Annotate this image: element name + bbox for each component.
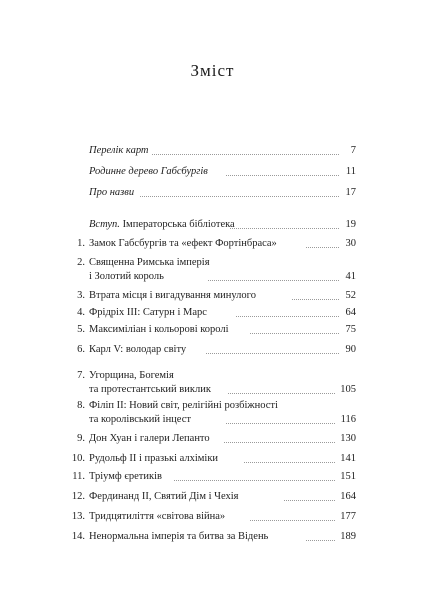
toc-page-number: 151	[340, 471, 356, 482]
chapter-number: 5.	[77, 324, 85, 335]
intro-title: Імператорська бібліотека	[122, 219, 235, 230]
chapter-title: Рудольф II і празькі алхіміки	[89, 453, 219, 464]
leader-dots	[236, 316, 339, 317]
chapter-number: 10.	[71, 453, 85, 464]
intro-prefix: Вступ.	[89, 219, 120, 230]
chapter-title-line-2: і Золотий король	[89, 271, 164, 282]
chapter-title-line-1: Угорщина, Богемія	[89, 370, 174, 381]
chapter-number: 3.	[77, 290, 85, 301]
chapter-number: 9.	[77, 433, 85, 444]
chapter-number: 1.	[77, 238, 85, 249]
chapter-number: 11.	[72, 471, 85, 482]
chapter-title-line-2: та протестантський виклик	[89, 384, 211, 395]
chapter-title-line-2: та королівський інцест	[89, 414, 191, 425]
toc-page-number: 164	[340, 491, 356, 502]
toc-page-number: 105	[340, 384, 356, 395]
leader-dots	[230, 228, 339, 229]
toc-page-number: 189	[340, 531, 356, 542]
toc-page-number: 75	[345, 324, 356, 335]
leader-dots	[226, 175, 339, 176]
page-title: Зміст	[190, 61, 235, 80]
chapter-title-line-1: Священна Римська імперія	[89, 257, 210, 268]
leader-dots	[208, 280, 339, 281]
leader-dots	[292, 299, 339, 300]
chapter-title: Ненормальна імперія та битва за Відень	[89, 531, 269, 542]
leader-dots	[174, 480, 335, 481]
toc-page-number: 41	[345, 271, 356, 282]
chapter-title: Тридцятиліття «світова війна»	[89, 511, 226, 522]
leader-dots	[306, 540, 335, 541]
chapter-title: Фрідріх III: Сатурн і Марс	[89, 307, 207, 318]
leader-dots	[250, 333, 339, 334]
leader-dots	[244, 462, 335, 463]
toc-entry-title: Про назви	[89, 187, 135, 198]
toc-page-number: 141	[340, 453, 356, 464]
leader-dots	[140, 196, 339, 197]
toc-entry-title: Перелік карт	[89, 145, 149, 156]
chapter-number: 13.	[71, 511, 85, 522]
toc-page-number: 30	[345, 238, 356, 249]
chapter-number: 8.	[77, 400, 85, 411]
chapter-title: Карл V: володар світу	[89, 344, 187, 355]
chapter-title: Втрата місця і вигадування минулого	[89, 290, 256, 301]
toc-entry-title	[89, 218, 289, 232]
toc-page-number: 90	[345, 344, 356, 355]
toc-page-number: 130	[340, 433, 356, 444]
toc-page-number: 116	[340, 414, 356, 425]
leader-dots	[250, 520, 335, 521]
leader-dots	[284, 500, 335, 501]
toc-page-number: 17	[345, 187, 356, 198]
chapter-number: 14.	[71, 531, 85, 542]
leader-dots	[224, 442, 335, 443]
leader-dots	[152, 154, 339, 155]
chapter-title-line-1: Філіп II: Новий світ, релігійні розбіжності	[89, 400, 278, 411]
toc-page-number: 52	[345, 290, 356, 301]
chapter-title: Замок Габсбургів та «ефект Фортінбраса»	[89, 238, 277, 249]
toc-page-number: 19	[345, 219, 356, 230]
chapter-title: Дон Хуан і галери Лепанто	[89, 433, 210, 444]
chapter-title: Фердинанд II, Святий Дім і Чехія	[89, 491, 239, 502]
chapter-number: 7.	[77, 370, 85, 381]
toc-entry-title: Родинне дерево Габсбургів	[89, 166, 208, 177]
toc-page-number: 11	[345, 166, 356, 177]
leader-dots	[226, 423, 335, 424]
leader-dots	[306, 247, 339, 248]
chapter-number: 12.	[71, 491, 85, 502]
chapter-number: 2.	[77, 257, 85, 268]
chapter-number: 6.	[77, 344, 85, 355]
toc-page-number: 7	[350, 145, 356, 156]
chapter-number: 4.	[77, 307, 85, 318]
chapter-title: Максиміліан і кольорові королі	[89, 324, 229, 335]
leader-dots	[206, 353, 339, 354]
toc-page-number: 64	[345, 307, 356, 318]
toc-page-number: 177	[340, 511, 356, 522]
chapter-title: Тріумф єретиків	[89, 471, 162, 482]
leader-dots	[228, 393, 335, 394]
